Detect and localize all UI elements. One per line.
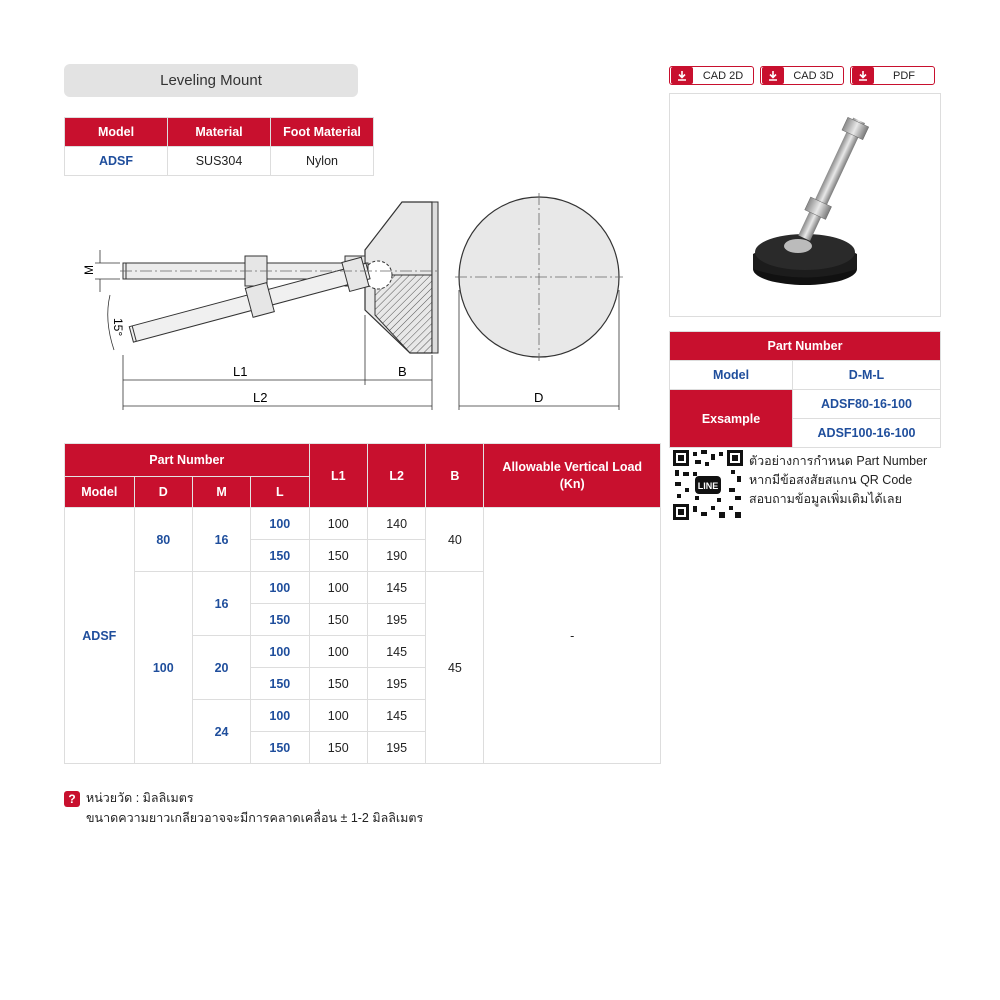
spec-model: ADSF: [65, 147, 168, 176]
cell-l: 100: [251, 700, 309, 732]
cell-l2: 190: [367, 540, 425, 572]
qr-logo-text: LINE: [697, 481, 719, 491]
th-l1: L1: [309, 444, 367, 508]
cell-l2: 145: [367, 636, 425, 668]
qr-instructions: [749, 452, 927, 509]
download-icon: [671, 67, 693, 84]
question-icon: ?: [64, 791, 80, 807]
cell-l1: 150: [309, 668, 367, 700]
download-pdf-button[interactable]: [850, 66, 935, 85]
cell-l1: 100: [309, 636, 367, 668]
qr-line-2: หากมีข้อสงสัยสแกน QR Code: [749, 473, 913, 487]
cell-l1: 150: [309, 732, 367, 764]
spec-header-material: Material: [168, 118, 271, 147]
cell-l2: 195: [367, 604, 425, 636]
cell-b: 45: [426, 572, 484, 764]
cell-l: 100: [251, 572, 309, 604]
spec-header-foot-material: Foot Material: [271, 118, 374, 147]
cell-l2: 145: [367, 572, 425, 604]
label-b: B: [398, 364, 407, 379]
part-number-format-table: [669, 331, 941, 448]
page-title: Leveling Mount: [64, 64, 358, 97]
th-model: Model: [65, 477, 135, 508]
pn-format: D-M-L: [793, 361, 941, 390]
download-icon: [852, 67, 874, 84]
th-m: M: [193, 477, 251, 508]
download-cad2d-label: CAD 2D: [702, 69, 744, 82]
th-d: D: [134, 477, 192, 508]
note-unit: หน่วยวัด : มิลลิเมตร: [86, 791, 194, 805]
cell-model: ADSF: [65, 508, 135, 764]
th-l2: L2: [367, 444, 425, 508]
cell-m: 16: [193, 572, 251, 636]
cell-l2: 195: [367, 668, 425, 700]
th-load: Allowable Vertical Load (Kn): [484, 444, 661, 508]
base-side-view: [364, 202, 438, 353]
pn-header: Part Number: [670, 332, 941, 361]
base-top-view: [455, 193, 623, 410]
label-l2: L2: [253, 390, 268, 405]
cell-l1: 150: [309, 604, 367, 636]
download-icon: [762, 67, 784, 84]
cell-b: 40: [426, 508, 484, 572]
qr-line-1: ตัวอย่างการกำหนด Part Number: [749, 454, 928, 468]
spec-foot-material: Nylon: [271, 147, 374, 176]
label-d: D: [534, 390, 544, 405]
download-cad2d-button[interactable]: [669, 66, 754, 85]
cell-d: 80: [134, 508, 192, 572]
th-part-number: Part Number: [65, 444, 310, 477]
notes: [64, 788, 423, 828]
cell-l1: 100: [309, 572, 367, 604]
spec-material: SUS304: [168, 147, 271, 176]
cell-l: 150: [251, 604, 309, 636]
cell-l: 100: [251, 636, 309, 668]
download-pdf-label: PDF: [893, 69, 915, 82]
label-angle: 15°: [111, 318, 125, 337]
label-l1: L1: [233, 364, 248, 379]
technical-drawing: [70, 190, 630, 420]
cell-l2: 145: [367, 700, 425, 732]
cell-m: 24: [193, 700, 251, 764]
part-number-table: [64, 443, 661, 764]
qr-line-3: สอบถามข้อมูลเพิ่มเติมได้เลย: [749, 492, 902, 506]
cell-l1: 100: [309, 508, 367, 540]
download-cad3d-label: CAD 3D: [793, 69, 834, 82]
cell-l: 100: [251, 508, 309, 540]
label-m: M: [82, 265, 96, 275]
th-b: B: [426, 444, 484, 508]
pn-example: ADSF80-16-100: [793, 390, 941, 419]
cell-l1: 100: [309, 700, 367, 732]
pn-example: ADSF100-16-100: [793, 419, 941, 448]
pn-example-label: Exsample: [670, 390, 793, 448]
cell-l: 150: [251, 540, 309, 572]
spec-header-model: Model: [65, 118, 168, 147]
cell-l: 150: [251, 732, 309, 764]
cell-m: 20: [193, 636, 251, 700]
cell-l1: 150: [309, 540, 367, 572]
cell-l2: 195: [367, 732, 425, 764]
note-tolerance: ขนาดความยาวเกลียวอาจจะมีการคลาดเคลื่อน ± 1-2 มิลลิเมตร: [86, 811, 424, 825]
cell-load: -: [484, 508, 661, 764]
cell-d: 100: [134, 572, 192, 764]
pn-model-label: Model: [670, 361, 793, 390]
download-cad3d-button[interactable]: [760, 66, 844, 85]
qr-code[interactable]: [673, 450, 743, 520]
cell-m: 16: [193, 508, 251, 572]
spec-table: [64, 117, 374, 176]
th-l: L: [251, 477, 309, 508]
cell-l2: 140: [367, 508, 425, 540]
product-photo: [669, 93, 941, 317]
cell-l: 150: [251, 668, 309, 700]
